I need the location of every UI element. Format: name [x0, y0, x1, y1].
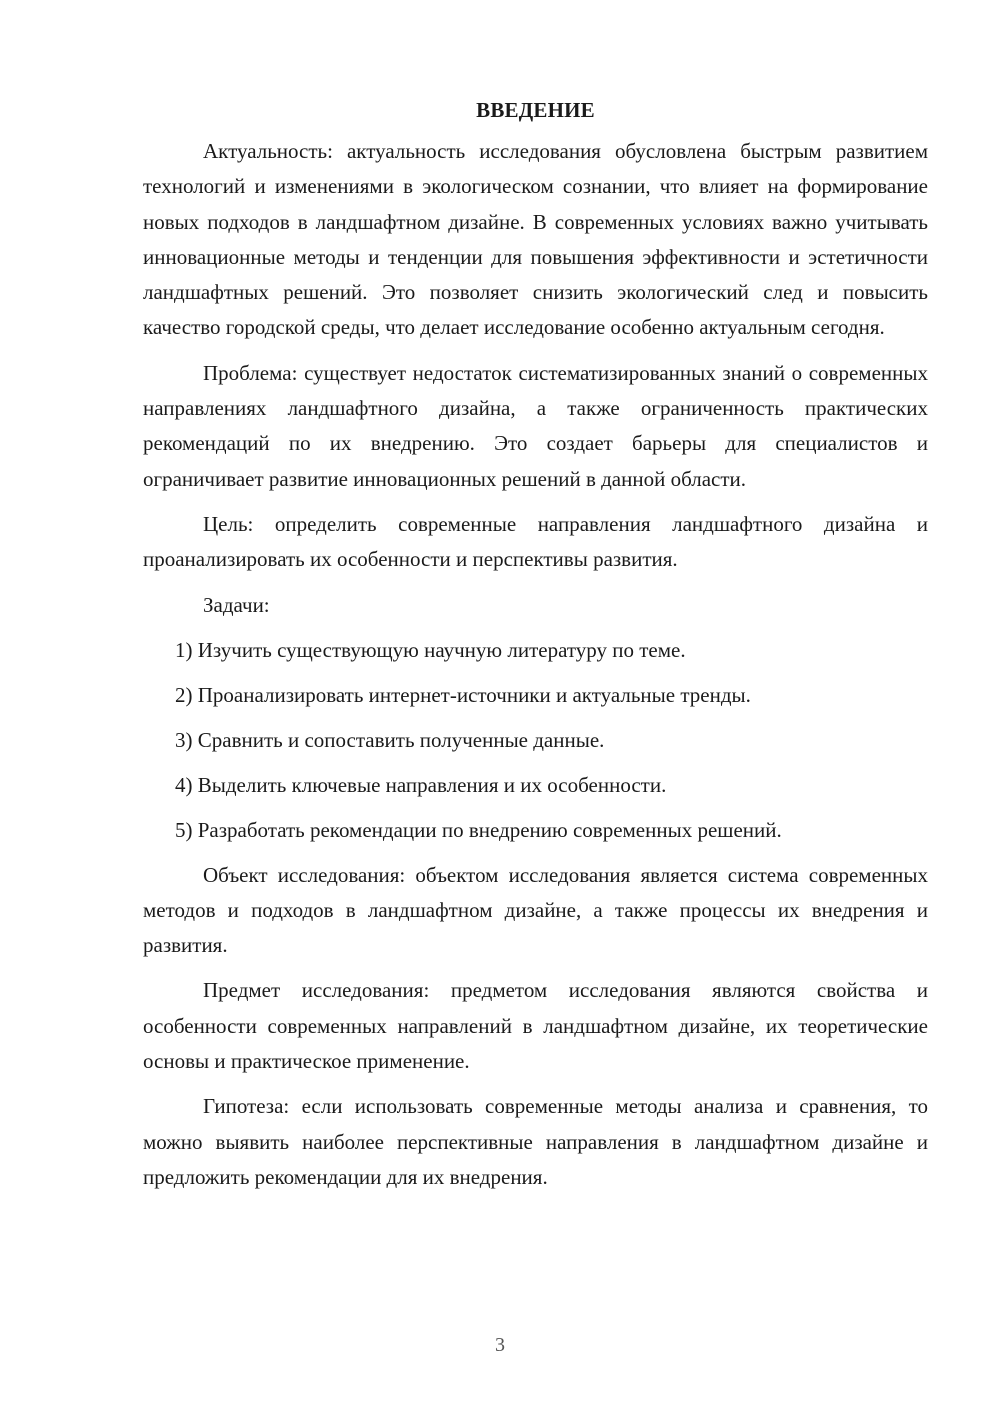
- goal-paragraph: Цель: определить современные направления ландшафтного дизайна и проанализировать их особенности и перспективы развития.: [143, 511, 928, 572]
- section-heading: ВВЕДЕНИЕ: [476, 98, 595, 122]
- task-item-5: 5) Разработать рекомендации по внедрению современных решений.: [175, 817, 782, 842]
- task-item-1: 1) Изучить существующую научную литературу по теме.: [175, 637, 686, 662]
- page-number: 3: [495, 1334, 505, 1356]
- hypothesis-paragraph: Гипотеза: если использовать современные методы анализа и сравнения, то можно выявить наиболее перспективные направления в ландшафтном дизайне и предложить рекомендации для их внедрения.: [143, 1094, 928, 1189]
- document-page: [143, 90, 928, 1205]
- object-paragraph: Объект исследования: объектом исследования является система современных методов и подходов в ландшафтном дизайне, а также процессы их внедрения и развития.: [143, 862, 928, 958]
- tasks-label: Задачи:: [203, 592, 270, 617]
- relevance-paragraph: Актуальность: актуальность исследования обусловлена быстрым развитием технологий и изменениями в экологическом сознании, что влияет на формирование новых подходов в ландшафтном дизайне. В современных условиях важно учитывать инновационные методы и тенденции для повышения эффективности и эстетичности ландшафтных решений. Это позволяет снизить экологический след и повысить качество городской среды, что делает исследование особенно актуальным сегодня.: [143, 139, 928, 340]
- task-item-4: 4) Выделить ключевые направления и их особенности.: [175, 772, 667, 797]
- problem-paragraph: Проблема: существует недостаток систематизированных знаний о современных направлениях ландшафтного дизайна, а также ограниченность практических рекомендаций по их внедрению. Это создает барьеры для специалистов и ограничивает развитие инновационных решений в данной области.: [143, 360, 928, 491]
- task-item-3: 3) Сравнить и сопоставить полученные данные.: [175, 727, 605, 752]
- subject-paragraph: Предмет исследования: предметом исследования являются свойства и особенности современных направлений в ландшафтном дизайне, их теоретические основы и практическое применение.: [143, 978, 928, 1074]
- task-item-2: 2) Проанализировать интернет-источники и актуальные тренды.: [175, 682, 751, 707]
- tasks-list: [143, 633, 928, 848]
